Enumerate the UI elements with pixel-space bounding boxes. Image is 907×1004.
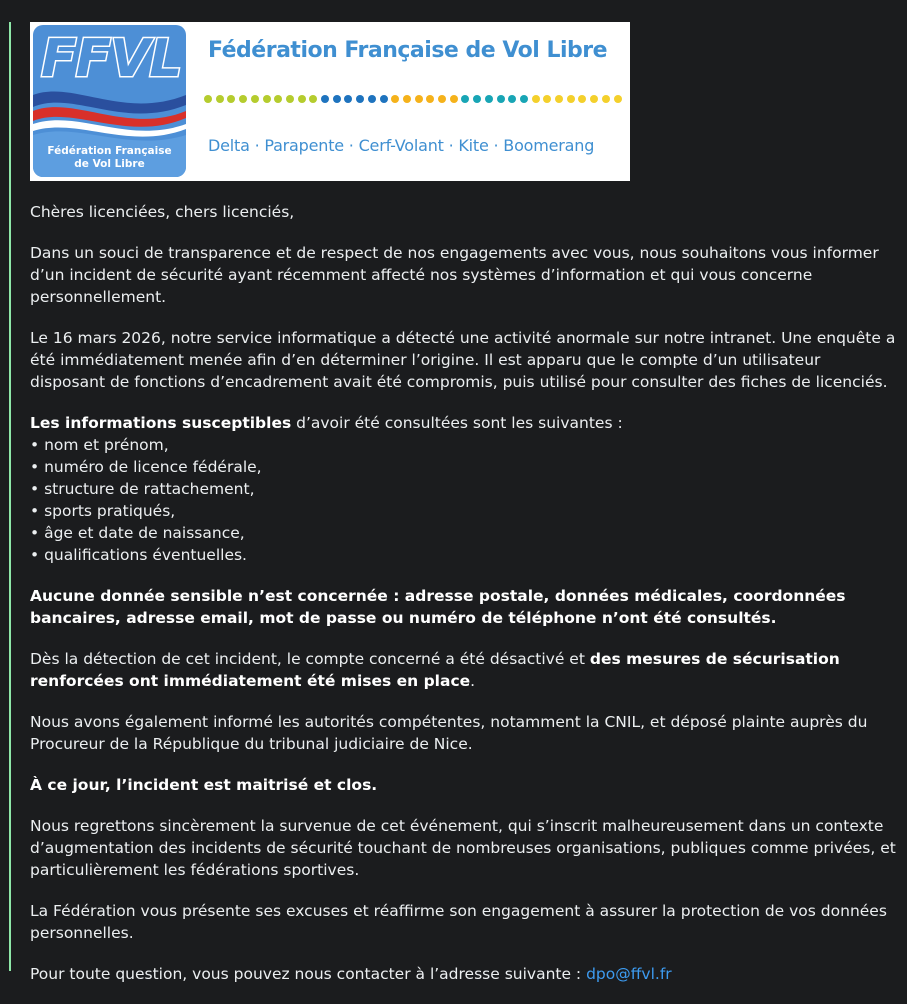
data-exposed-section — [30, 412, 900, 566]
banner-dot — [344, 95, 352, 103]
logo-mark-text: FFVL — [41, 29, 182, 89]
data-exposed-bold: Les informations susceptibles — [30, 414, 292, 432]
banner-dot — [227, 95, 235, 103]
banner-dot — [321, 95, 329, 103]
measures-start: Dès la détection de cet incident, le compte concerné a été désactivé et — [30, 650, 590, 668]
logo-caption — [33, 145, 186, 171]
list-item: • structure de rattachement, — [30, 480, 255, 498]
email-content — [30, 22, 900, 1004]
banner-dot — [286, 95, 294, 103]
list-item: • âge et date de naissance, — [30, 524, 245, 542]
banner-dot — [450, 95, 458, 103]
banner-sports: Delta · Parapente · Cerf-Volant · Kite · Boomerang — [208, 136, 595, 155]
ffvl-banner-image — [30, 22, 630, 181]
banner-dot — [309, 95, 317, 103]
banner-dot — [403, 95, 411, 103]
banner-dot — [543, 95, 551, 103]
ffvl-logo — [33, 25, 186, 177]
banner-dot — [614, 95, 622, 103]
banner-dot — [216, 95, 224, 103]
greeting: Chères licenciées, chers licenciés, — [30, 203, 295, 221]
banner-dot — [578, 95, 586, 103]
banner-dot — [415, 95, 423, 103]
data-exposed-intro — [30, 412, 900, 434]
banner-dot — [204, 95, 212, 103]
banner-dot — [263, 95, 271, 103]
data-exposed-list — [30, 434, 900, 566]
measures-bold: des mesures de sécurisation renforcées ont immédiatement été mises en place — [30, 650, 840, 690]
banner-dot — [497, 95, 505, 103]
paragraph-no-sensitive-data: Aucune donnée sensible n’est concernée : adresse postale, données médicales, coordonnées bancaires, adresse email, mot de passe ou numéro de téléphone n’ont été consultés. — [30, 587, 846, 627]
contact-text: Pour toute question, vous pouvez nous contacter à l’adresse suivante : — [30, 965, 587, 983]
banner-dot — [274, 95, 282, 103]
banner-dot — [555, 95, 563, 103]
banner-dot — [520, 95, 528, 103]
banner-dot — [239, 95, 247, 103]
logo-caption-line-1: Fédération Française — [47, 145, 172, 157]
banner-dot — [567, 95, 575, 103]
banner-dot — [532, 95, 540, 103]
banner-dot — [426, 95, 434, 103]
paragraph-contact — [30, 963, 900, 985]
message-text — [30, 201, 900, 985]
banner-dot — [590, 95, 598, 103]
banner-dot — [485, 95, 493, 103]
list-item: • numéro de licence fédérale, — [30, 458, 262, 476]
paragraph-authorities: Nous avons également informé les autorités compétentes, notamment la CNIL, et déposé plainte auprès du Procureur de la République du tribunal judiciaire de Nice. — [30, 713, 868, 753]
banner-title: Fédération Française de Vol Libre — [208, 38, 608, 63]
banner-dot — [251, 95, 259, 103]
list-item: • qualifications éventuelles. — [30, 546, 247, 564]
paragraph-incident: Le 16 mars 2026, notre service informatique a détecté une activité anormale sur notre intranet. Une enquête a été immédiatement menée afin d’en déterminer l’origine. Il est apparu que le compte d’un utilisateur disposant de fonctions d’encadrement avait été compromis, puis utilisé pour consulter des fiches de licenciés. — [30, 329, 896, 391]
banner-dot — [333, 95, 341, 103]
banner-dot — [368, 95, 376, 103]
paragraph-apology: La Fédération vous présente ses excuses et réaffirme son engagement à assurer la protection de vos données personnelles. — [30, 902, 887, 942]
banner-dot — [508, 95, 516, 103]
paragraph-measures — [30, 648, 900, 692]
banner-dot — [391, 95, 399, 103]
banner-dot — [438, 95, 446, 103]
banner-dot — [602, 95, 610, 103]
logo-caption-line-2: de Vol Libre — [74, 158, 145, 170]
paragraph-context: Nous regrettons sincèrement la survenue de cet événement, qui s’inscrit malheureusement dans un contexte d’augmentation des incidents de sécurité touchant de nombreuses organisations, publiques comme privées, et particulièrement les fédérations sportives. — [30, 817, 896, 879]
list-item: • sports pratiqués, — [30, 502, 176, 520]
banner-dot — [461, 95, 469, 103]
banner-dot — [473, 95, 481, 103]
list-item: • nom et prénom, — [30, 436, 169, 454]
email-link[interactable]: dpo@ffvl.fr — [586, 965, 672, 983]
paragraph-intro: Dans un souci de transparence et de respect de nos engagements avec vous, nous souhaitons vous informer d’un incident de sécurité ayant récemment affecté nos systèmes d’information et qui vous concerne personnellement. — [30, 244, 879, 306]
banner-dot — [356, 95, 364, 103]
measures-end: . — [470, 672, 476, 690]
quote-bar — [9, 22, 11, 971]
banner-dot — [380, 95, 388, 103]
paragraph-resolved: À ce jour, l’incident est maitrisé et clos. — [30, 776, 378, 794]
banner-dots — [204, 95, 626, 106]
data-exposed-rest: d’avoir été consultées sont les suivantes : — [291, 414, 623, 432]
banner-dot — [298, 95, 306, 103]
